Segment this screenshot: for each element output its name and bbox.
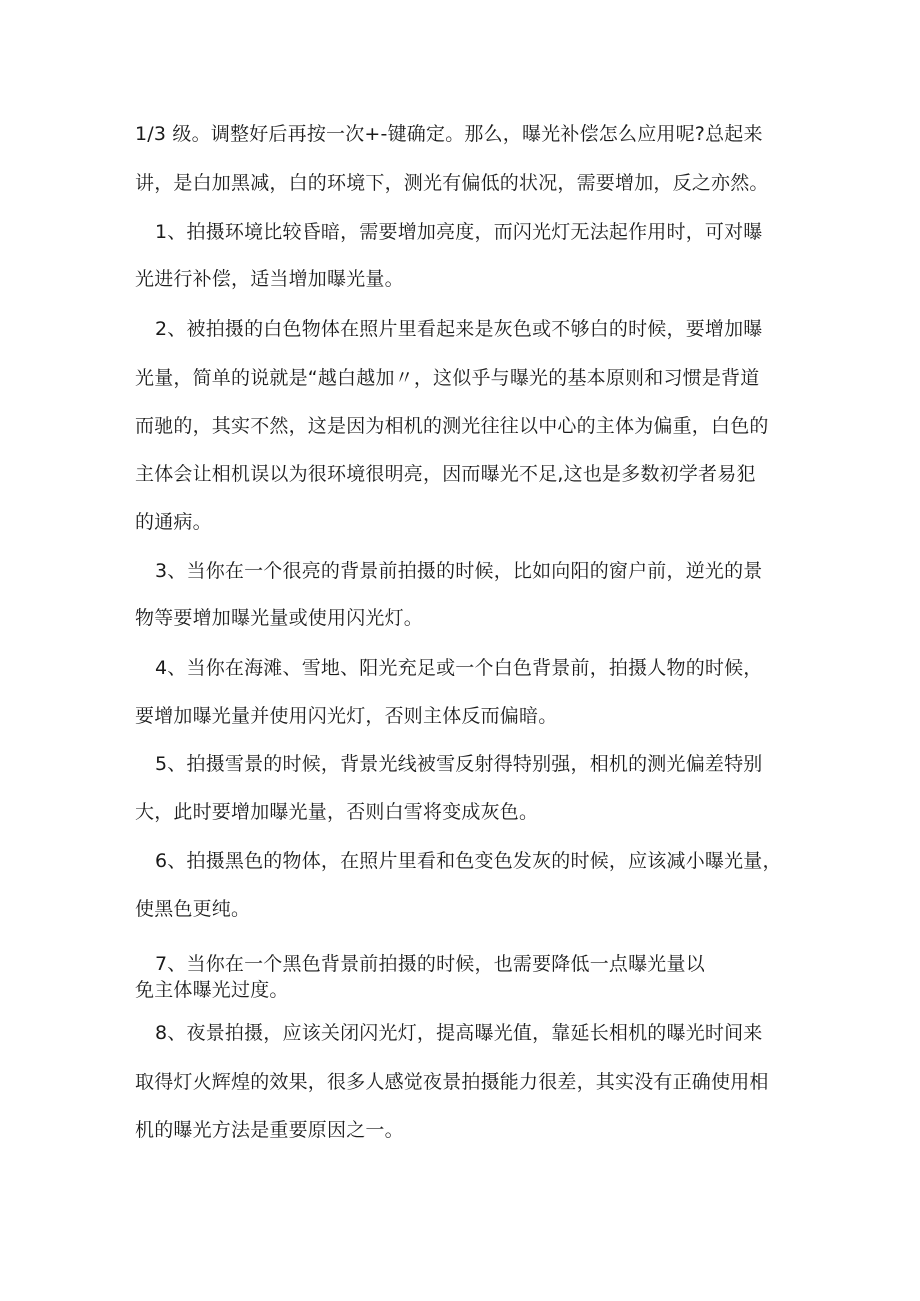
item-2-line-2: 光量，简单的说就是“越白越加〃，这似乎与曝光的基本原则和习惯是背道	[135, 367, 760, 389]
item-8-line-3: 机的曝光方法是重要原因之一。	[135, 1119, 404, 1141]
item-8-line-2: 取得灯火辉煌的效果，很多人感觉夜景拍摄能力很差，其实没有正确使用相	[135, 1071, 769, 1093]
item-6-line-1: 6、拍摄黑色的物体，在照片里看和色变色发灰的时候，应该减小曝光量，	[155, 850, 782, 872]
item-2-line-1: 2、被拍摄的白色物体在照片里看起来是灰色或不够白的时候，要增加曝	[155, 318, 763, 340]
item-4-line-2: 要增加曝光量并使用闪光灯，否则主体反而偏暗。	[135, 705, 558, 727]
item-5-line-2: 大，此时要增加曝光量，否则白雪将变成灰色。	[135, 801, 539, 823]
item-7-line-2: 免主体曝光过度。	[135, 979, 289, 1001]
item-3-line-1: 3、当你在一个很亮的背景前拍摄的时候，比如向阳的窗户前，逆光的景	[155, 560, 763, 582]
item-2-line-5: 的通病。	[135, 511, 212, 533]
item-8-line-1: 8、夜景拍摄，应该关闭闪光灯，提高曝光值，靠延长相机的曝光时间来	[155, 1022, 763, 1044]
item-1-line-1: 1、拍摄环境比较昏暗，需要增加亮度，而闪光灯无法起作用时，可对曝	[155, 221, 763, 243]
item-2-line-3: 而驰的，其实不然，这是因为相机的测光往往以中心的主体为偏重，白色的	[135, 415, 769, 437]
item-5-line-1: 5、拍摄雪景的时候，背景光线被雪反射得特别强，相机的测光偏差特别	[155, 753, 763, 775]
item-7-line-1: 7、当你在一个黑色背景前拍摄的时候，也需要降低一点曝光量以	[155, 953, 705, 975]
item-2-line-4: 主体会让相机误以为很环境很明亮，因而曝光不足,这也是多数初学者易犯	[135, 463, 756, 485]
paragraph-1-line-2: 讲，是白加黑减，白的环境下，测光有偏低的状况，需要增加，反之亦然。	[135, 172, 769, 194]
paragraph-1-line-1: 1/3 级。调整好后再按一次+-键确定。那么，曝光补偿怎么应用呢?总起来	[135, 123, 763, 145]
item-3-line-2: 物等要增加曝光量或使用闪光灯。	[135, 607, 424, 629]
item-4-line-1: 4、当你在海滩、雪地、阳光充足或一个白色背景前，拍摄人物的时候，	[155, 657, 763, 679]
item-6-line-2: 使黑色更纯。	[135, 898, 251, 920]
item-1-line-2: 光进行补偿，适当增加曝光量。	[135, 268, 404, 290]
